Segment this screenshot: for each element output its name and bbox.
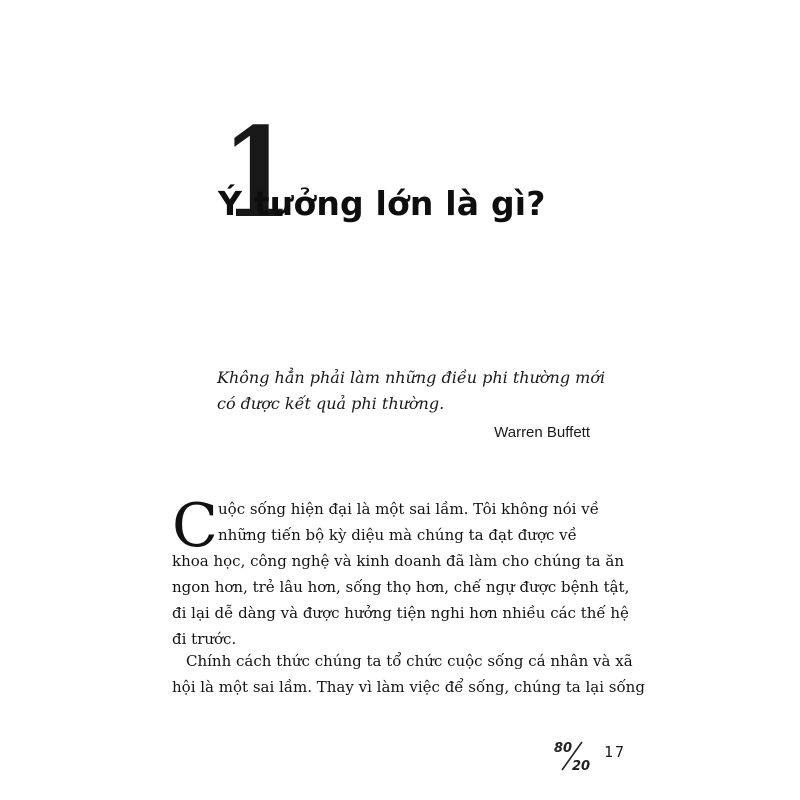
epigraph-line: có được kết quả phi thường. (217, 394, 445, 413)
epigraph-line: Không hẳn phải làm những điều phi thường mới (217, 368, 606, 387)
book-series-logo (552, 738, 596, 774)
body-paragraph-2 (172, 648, 645, 700)
drop-cap: C (172, 491, 218, 561)
logo-bottom-text: 20 (572, 759, 591, 774)
paragraph-line: đi lại dễ dàng và được hưởng tiện nghi hơn nhiều các thế hệ (172, 604, 629, 622)
chapter-title: Ý tưởng lớn là gì? (218, 184, 546, 223)
paragraph-line: uộc sống hiện đại là một sai lầm. Tôi không nói về (218, 500, 599, 518)
chapter-number: 1 (222, 101, 293, 246)
paragraph-line: hội là một sai lầm. Thay vì làm việc để sống, chúng ta lại sống (172, 678, 645, 696)
paragraph-line: ngon hơn, trẻ lâu hơn, sống thọ hơn, chế ngự được bệnh tật, (172, 578, 630, 596)
epigraph-quote (217, 365, 606, 417)
paragraph-line: Chính cách thức chúng ta tổ chức cuộc sống cá nhân và xã (186, 652, 633, 670)
page-number: 17 (604, 743, 627, 761)
logo-top-text: 80 (554, 741, 573, 756)
paragraph-line: đi trước. (172, 630, 237, 648)
body-paragraph-1 (172, 491, 630, 652)
paragraph-line: những tiến bộ kỳ diệu mà chúng ta đạt được về (218, 526, 577, 544)
paragraph-line: khoa học, công nghệ và kinh doanh đã làm cho chúng ta ăn (172, 552, 624, 570)
epigraph-author: Warren Buffett (494, 424, 590, 441)
